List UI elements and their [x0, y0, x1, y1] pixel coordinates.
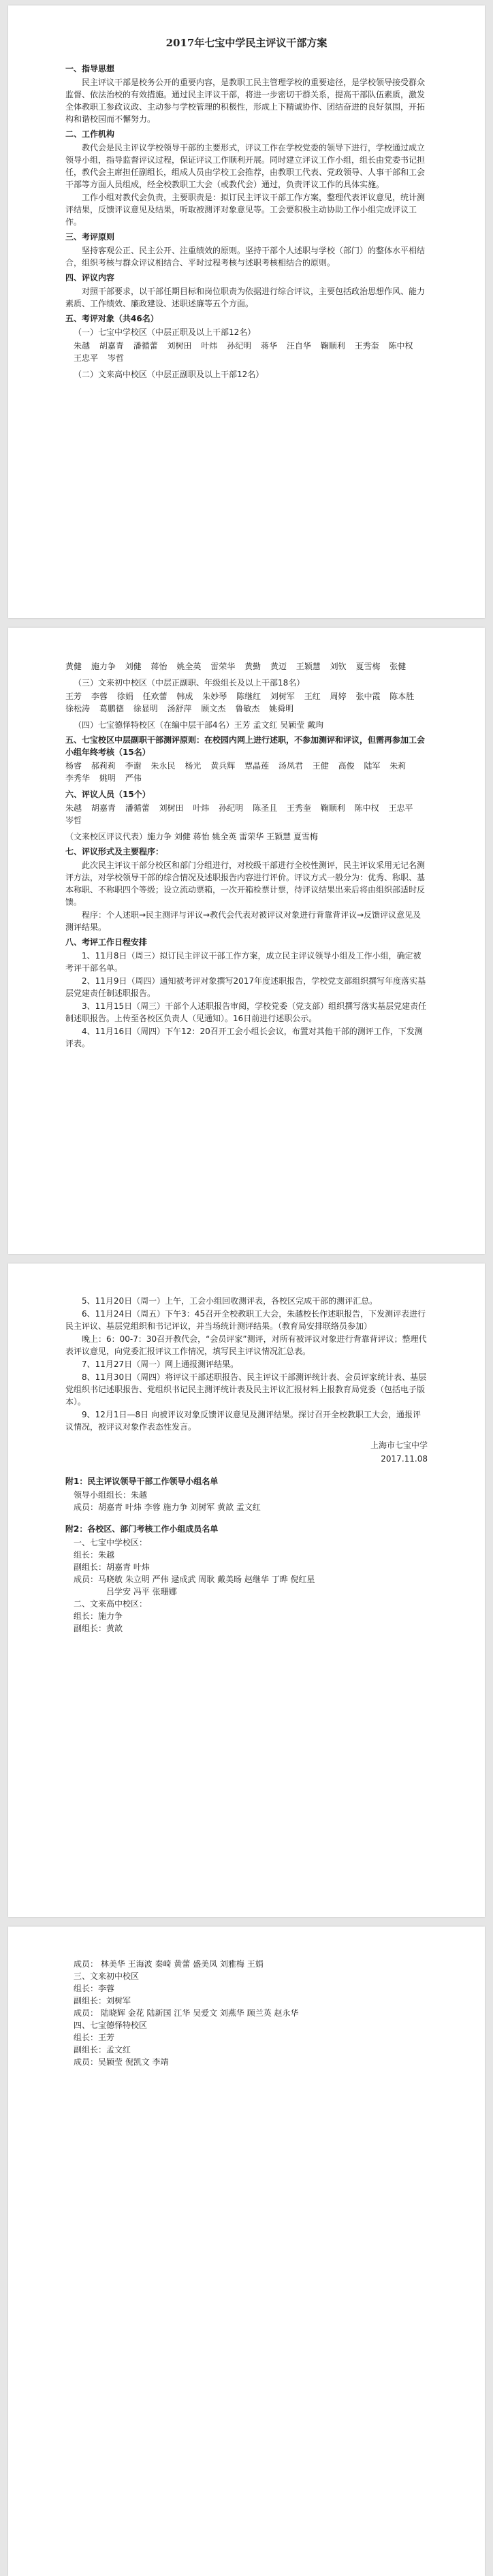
name: 蒋怡: [150, 662, 168, 671]
page-2-content: [65, 659, 428, 1050]
name: 杨光: [185, 761, 202, 771]
section-5-heading: 五、考评对象（共46名）: [65, 314, 159, 323]
schedule-item-7: 7、11月27日（周一）网上通报测评结果。: [82, 1359, 239, 1369]
name: 鞠顺利: [320, 341, 345, 351]
section-2-paragraph-1: 教代会是民主评议学校领导干部的主要形式，评议工作在学校党委的领导下进行，学校通过成立领导小组，指导监督评议过程，保证评议工作顺利开展。同时建立评议工作小组，组长由党委书记担任，教代会主席担任副组长，组成人员由学校工会推荐，由教职工代表、党政领导、人事干部和工会干部等方面人员组成，经全校教职工大会（或教代会）通过，负责评议工作的具体实施。: [65, 143, 426, 189]
name: 王红: [304, 692, 321, 701]
section-1-heading: 一、指导思想: [65, 64, 115, 74]
signature-date: 2017.11.08: [381, 1454, 428, 1464]
name: 严伟: [125, 773, 142, 783]
name: 叶炜: [193, 803, 210, 813]
name: 潘循蕾: [133, 341, 158, 351]
name: 汤凤君: [278, 761, 303, 771]
name: 潘循蕾: [125, 803, 150, 813]
name: 陆军: [364, 761, 381, 771]
section-6-heading: 六、评议人员（15个）: [65, 790, 150, 799]
zone-4-leader: 组长：王芳: [74, 2033, 115, 2042]
name: 郝莉莉: [91, 761, 116, 771]
reviewer-extra: （文来校区评议代表）施力争 刘健 蒋怡 姚全英 雷荣华 王颖慧 夏雪梅: [65, 832, 318, 841]
name: 孙纪明: [219, 803, 244, 813]
document-page-1: [8, 5, 485, 618]
name: 朱越: [74, 341, 91, 351]
name: 胡嘉青: [99, 341, 124, 351]
section-7-paragraph-2: 程序：个人述职→民主测评与评议→教代会代表对被评议对象进行背靠背评议→反馈评议意见及测评结果。: [65, 910, 422, 932]
name: 刘树田: [159, 803, 184, 813]
schedule-item-6: 6、11月24日（周五）下午3：45召开全校教职工大会，朱越校长作述职报告，下发测评表进行民主评议、基层党组织和书记评议，并当场统计测评结果。（教育局安排联络员参加）: [65, 1309, 426, 1331]
name: 夏雪梅: [355, 662, 381, 671]
section-3-heading: 三、考评原则: [65, 232, 115, 242]
name: 李谢: [125, 761, 142, 771]
zone-3-members: 成员： 陆晓辉 金花 陆新国 江华 吴爱文 刘燕华 顾兰英 赵永华: [74, 2008, 299, 2018]
name: 徐娟: [116, 692, 133, 701]
group-5-heading: 五、七宝校区中层副职干部测评原则：在校园内网上进行述职，不参加测评和评议，但需再参加工会小组年终考核（15名）: [65, 735, 426, 757]
name: 陈圣且: [253, 803, 278, 813]
group-1-names: [65, 340, 428, 364]
zone-1-leader: 组长：朱越: [74, 1550, 115, 1560]
name: 汪自华: [286, 341, 311, 351]
name: 王健: [312, 761, 329, 771]
name: 覃晶莲: [244, 761, 270, 771]
zone-1-members-b: 吕学安 冯平 张珊娜: [106, 1587, 177, 1596]
name: 周婷: [330, 692, 347, 701]
name: 陈本胜: [389, 692, 415, 701]
attachment-1-leader: 领导小组组长：朱越: [74, 1490, 148, 1500]
group-2-names: [65, 660, 428, 673]
page-3-content: [65, 1295, 428, 1635]
zone-3-label: 三、文来初中校区: [74, 1971, 140, 1981]
name: 黄勤: [244, 662, 261, 671]
section-2-paragraph-2: 工作小组对教代会负责，主要职责是：拟订民主评议干部工作方案，整理代表评议意见，统计测评结果，反馈评议意见及结果，听取被测评对象意见等。工会要积极主动协助工作小组完成评议工作。: [65, 193, 426, 227]
group-5-names: [65, 760, 428, 784]
page-4-content: [65, 1958, 428, 2068]
schedule-item-3: 3、11月15日（周三）干部个人述职报告审阅，学校党委（党支部）组织撰写落实基层党建责任制述职报告。上传至各校区负责人（见通知）。16日前进行述职公示。: [65, 1001, 427, 1023]
name: 张中霞: [355, 692, 381, 701]
name: 孙纪明: [227, 341, 252, 351]
schedule-item-8: 8、11月30日（周四）将评议干部述职报告、民主评议干部测评统计表、会员评家统计表、基层党组织书记述职报告、党组织书记民主测评统计表及民主评议汇报材料上报教育局党委（包括电子版本）。: [65, 1372, 427, 1406]
zone-2-label: 二、文来高中校区：: [74, 1599, 148, 1609]
name: 杨睿: [65, 761, 82, 771]
name: 李蓉: [91, 692, 108, 701]
section-8-heading: 八、考评工作日程安排: [65, 937, 148, 947]
schedule-item-5: 5、11月20日（周一）上午，工会小组回收测评表，各校区完成干部的测评汇总。: [82, 1296, 378, 1306]
name: 施力争: [91, 662, 116, 671]
name: 王颖慧: [296, 662, 321, 671]
name: 鲁敏杰: [235, 704, 260, 713]
document-page-2: [8, 628, 485, 1254]
schedule-item-2: 2、11月9日（周四）通知被考评对象撰写2017年度述职报告，学校党支部组织撰写年度落实基层党建责任制述职报告。: [65, 976, 426, 998]
name: 王忠平: [74, 353, 99, 363]
name: 朱妙琴: [202, 692, 227, 701]
name: 姚明: [99, 773, 116, 783]
name: 蒋华: [261, 341, 278, 351]
reviewer-names: [65, 802, 428, 826]
page-1-content: [65, 37, 428, 381]
zone-4-members: 成员：吴颖莹 倪凯文 李靖: [74, 2057, 169, 2067]
signature-block: [65, 1438, 428, 1466]
name: 姚全英: [176, 662, 202, 671]
document-title: 2017年七宝中学民主评议干部方案: [165, 37, 328, 49]
schedule-item-6-evening: 晚上：6：00-7：30召开教代会，“会员评家”测评，对所有被评议对象进行背靠背评议；整理代表评议意见，向党委汇报评议工作情况，填写民主评议情况汇总表。: [65, 1334, 427, 1356]
zone-2-members: 成员： 林美华 王海波 秦崎 黄蕾 盛美凤 刘雅梅 王娟: [74, 1959, 264, 1969]
group-3-label: （三）文来初中校区（中层正副职、年级组长及以上干部18名）: [74, 678, 305, 688]
name: 岑哲: [65, 816, 82, 825]
name: 刘树田: [167, 341, 192, 351]
schedule-item-1: 1、11月8日（周三）拟订民主评议干部工作方案，成立民主评议领导小组及工作小组，确定被考评干部名单。: [65, 951, 422, 973]
name: 陈中权: [354, 803, 379, 813]
zone-4-vice: 副组长：孟文红: [74, 2045, 131, 2055]
name: 朱越: [65, 803, 82, 813]
zone-1-vice: 副组长：胡嘉青 叶炜: [74, 1562, 150, 1572]
name: 徐显明: [133, 704, 158, 713]
name: 汤舒萍: [167, 704, 192, 713]
schedule-item-4: 4、11月16日（周四）下午12：20召开工会小组长会议，布置对其他干部的测评工作，下发测评表。: [65, 1027, 423, 1048]
name: 陈中权: [388, 341, 413, 351]
name: 王忠平: [388, 803, 413, 813]
name: 刘树军: [270, 692, 295, 701]
attachment-1-members: 成员：胡嘉青 叶炜 李蓉 施力争 刘树军 黄歆 孟文红: [74, 1502, 261, 1512]
section-4-paragraph: 对照干部要求，以干部任期目标和岗位职责为依据进行综合评议，主要包括政治思想作风、能力素质、工作绩效、廉政建设、述职述廉等五个方面。: [65, 287, 426, 308]
section-4-heading: 四、评议内容: [65, 273, 115, 283]
schedule-item-9: 9、12月1日—8日 向被评议对象反馈评议意见及测评结果。探讨召开全校教职工大会，通报评议情况，被评议对象作表态性发言。: [65, 1410, 421, 1432]
name: 李秀华: [65, 773, 91, 783]
zone-1-members-a: 成员：马晓敏 朱立明 严伟 逯成武 周耿 戴美旸 赵继华 丁晔 倪红星: [74, 1575, 315, 1584]
name: 黄健: [65, 662, 82, 671]
zone-3-leader: 组长：李蓉: [74, 1984, 115, 1993]
name: 胡嘉青: [91, 803, 116, 813]
group-1-label: （一）七宝中学校区（中层正职及以上干部12名）: [74, 327, 256, 337]
name: 徐松涛: [65, 704, 91, 713]
section-7-heading: 七、评议形式及主要程序：: [65, 847, 164, 856]
name: 刘钦: [330, 662, 347, 671]
section-2-heading: 二、工作机构: [65, 129, 115, 139]
name: 陈继红: [236, 692, 261, 701]
signature-org: 上海市七宝中学: [370, 1440, 428, 1450]
group-2-label: （二）文来高中校区（中层正副职及以上干部12名）: [74, 370, 264, 379]
name: 任欢蕾: [142, 692, 168, 701]
document-page-3: [8, 1263, 485, 1917]
zone-3-vice: 副组长：刘树军: [74, 1996, 131, 2006]
name: 雷荣华: [210, 662, 236, 671]
group-4-line: （四）七宝德怿特校区（在编中层干部4名）王芳 孟文红 吴颖莹 戴珣: [74, 720, 324, 730]
name: 王秀奎: [286, 803, 311, 813]
section-1-paragraph: 民主评议干部是校务公开的重要内容，是教职工民主管理学校的重要途径，是学校领导接受群众监督、依法治校的有效措施。通过民主评议干部，将进一步密切干群关系，提高干部队伍素质，激发全体教职工参政议政、主动参与学校管理的积极性，形成上下精诚协作、团结奋进的良好氛围，开拓构和谐校园而不懈努力。: [65, 78, 426, 124]
name: 高俊: [338, 761, 355, 771]
name: 鞠顺利: [320, 803, 345, 813]
section-3-paragraph: 坚持客观公正、民主公开、注重绩效的原则。坚持干部个人述职与学校（部门）的整体水平相结合，组织考核与群众评议相结合、平时过程考核与述职考核相结合的原则。: [65, 246, 426, 268]
zone-2-leader: 组长：施力争: [74, 1611, 123, 1621]
name: 黄迈: [270, 662, 287, 671]
document-page-4: [8, 1927, 485, 2576]
name: 葛鹏德: [99, 704, 124, 713]
name: 姚舜明: [269, 704, 294, 713]
name: 顾文杰: [201, 704, 226, 713]
section-7-paragraph-1: 此次民主评议干部分校区和部门分组进行，对校级干部进行全校性测评，民主评议采用无记名测评方法，对学校领导干部的综合情况及述职报告内容进行评价。评议方式一般分为：优秀、称职、基本称职、不称职四个等级；设立流动票箱，一次开箱检票计票，待评议结果出来后将由组织部适时反馈。: [65, 860, 426, 907]
zone-2-vice: 副组长：黄歆: [74, 1624, 123, 1633]
name: 朱莉: [389, 761, 407, 771]
name: 刘健: [125, 662, 142, 671]
group-3-names: [65, 690, 428, 715]
name: 王芳: [65, 692, 82, 701]
name: 朱永民: [150, 761, 176, 771]
name: 叶炜: [201, 341, 218, 351]
attachment-1-heading: 附1：民主评议领导干部工作领导小组名单: [65, 1477, 219, 1486]
name: 黄兵辉: [210, 761, 236, 771]
attachment-2-heading: 附2：各校区、部门考核工作小组成员名单: [65, 1524, 219, 1534]
name: 张健: [389, 662, 407, 671]
name: 王秀奎: [354, 341, 379, 351]
name: 岑哲: [107, 353, 124, 363]
name: 韩成: [176, 692, 193, 701]
zone-4-label: 四、七宝德怿特校区: [74, 2020, 148, 2030]
zone-1-label: 一、七宝中学校区：: [74, 1538, 148, 1547]
